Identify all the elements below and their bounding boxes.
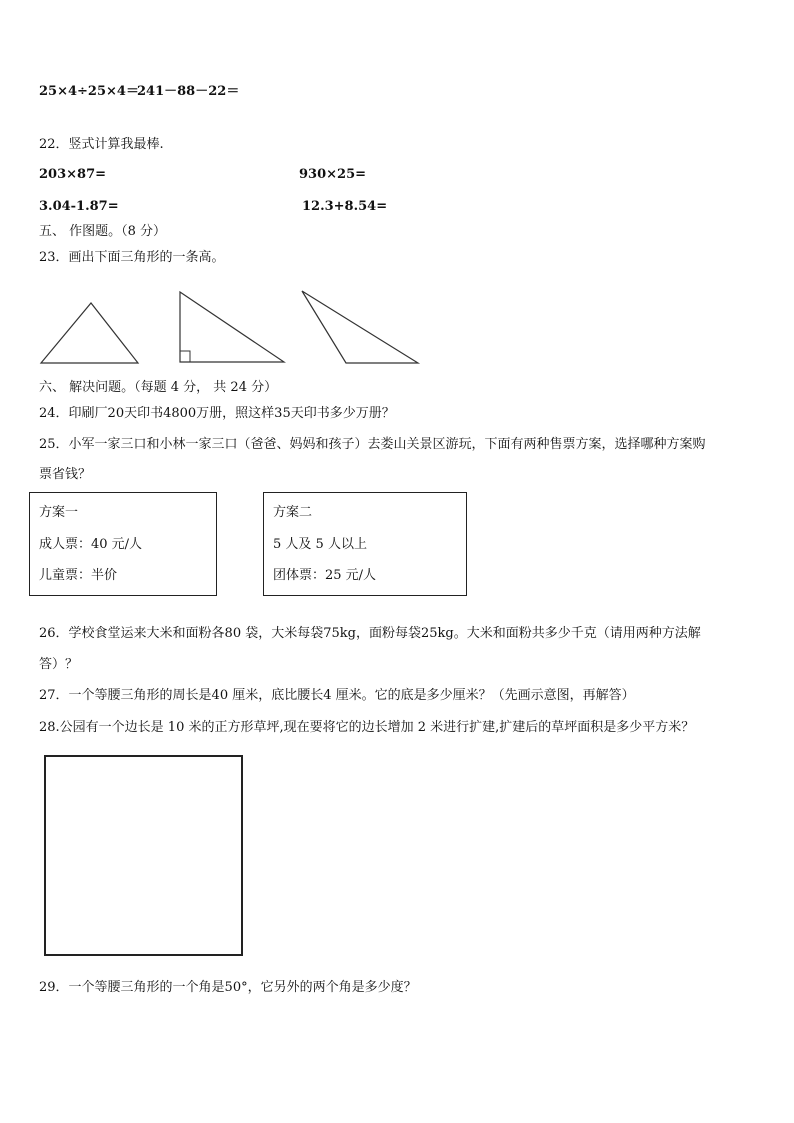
q22-item-3: 3.04-1.87= bbox=[39, 199, 119, 214]
plan-1-adult-ticket: 成人票：40 元/人 bbox=[39, 537, 143, 552]
right-angle-mark bbox=[180, 351, 190, 362]
plan-2-title: 方案二 bbox=[273, 505, 313, 520]
plan-2-condition: 5 人及 5 人以上 bbox=[273, 537, 367, 552]
q25-line-2: 票省钱？ bbox=[39, 467, 92, 482]
q27-text: 27．一个等腰三角形的周长是40 厘米，底比腰长4 厘米。它的底是多少厘米？（先画示意图，再解答） bbox=[39, 688, 635, 703]
section-5-title: 五、 作图题。（8 分） bbox=[39, 224, 167, 239]
q28-text: 28.公园有一个边长是 10 米的正方形草坪,现在要将它的边长增加 2 米进行扩建,扩建后的草坪面积是多少平方米？ bbox=[39, 720, 695, 735]
q22-item-4: 12.3+8.54= bbox=[302, 199, 388, 214]
q26-line-1: 26．学校食堂运来大米和面粉各80 袋，大米每袋75kg，面粉每袋25kg。大米和面粉共多少千克（请用两种方法解 bbox=[39, 626, 701, 641]
q25-line-1: 25．小军一家三口和小林一家三口（爸爸、妈妈和孩子）去娄山关景区游玩，下面有两种售票方案，选择哪种方案购 bbox=[39, 437, 706, 452]
plan-1-title: 方案一 bbox=[39, 505, 79, 520]
acute-triangle bbox=[41, 303, 138, 363]
triangles-figure bbox=[0, 285, 794, 365]
calc-expression-a: 25×4÷25×4＝ bbox=[39, 84, 139, 99]
q23-title: 23．画出下面三角形的一条高。 bbox=[39, 250, 225, 265]
plan-1-child-ticket: 儿童票：半价 bbox=[39, 568, 118, 583]
q26-line-2: 答）？ bbox=[39, 657, 79, 672]
calc-expression-b: 241－88－22＝ bbox=[137, 84, 240, 99]
plan-2-group-ticket: 团体票：25 元/人 bbox=[273, 568, 377, 583]
q22-title: 22．竖式计算我最棒. bbox=[39, 137, 164, 152]
plan-2-box bbox=[263, 492, 467, 596]
q22-item-1: 203×87= bbox=[39, 167, 107, 182]
q29-text: 29．一个等腰三角形的一个角是50°，它另外的两个角是多少度？ bbox=[39, 980, 417, 995]
square-lawn-figure bbox=[44, 755, 243, 956]
obtuse-triangle bbox=[302, 291, 418, 363]
section-6-title: 六、 解决问题。（每题 4 分， 共 24 分） bbox=[39, 380, 278, 395]
plan-1-box bbox=[29, 492, 217, 596]
q24-text: 24．印刷厂20天印书4800万册，照这样35天印书多少万册？ bbox=[39, 406, 395, 421]
right-triangle bbox=[180, 292, 284, 362]
q22-item-2: 930×25= bbox=[299, 167, 367, 182]
